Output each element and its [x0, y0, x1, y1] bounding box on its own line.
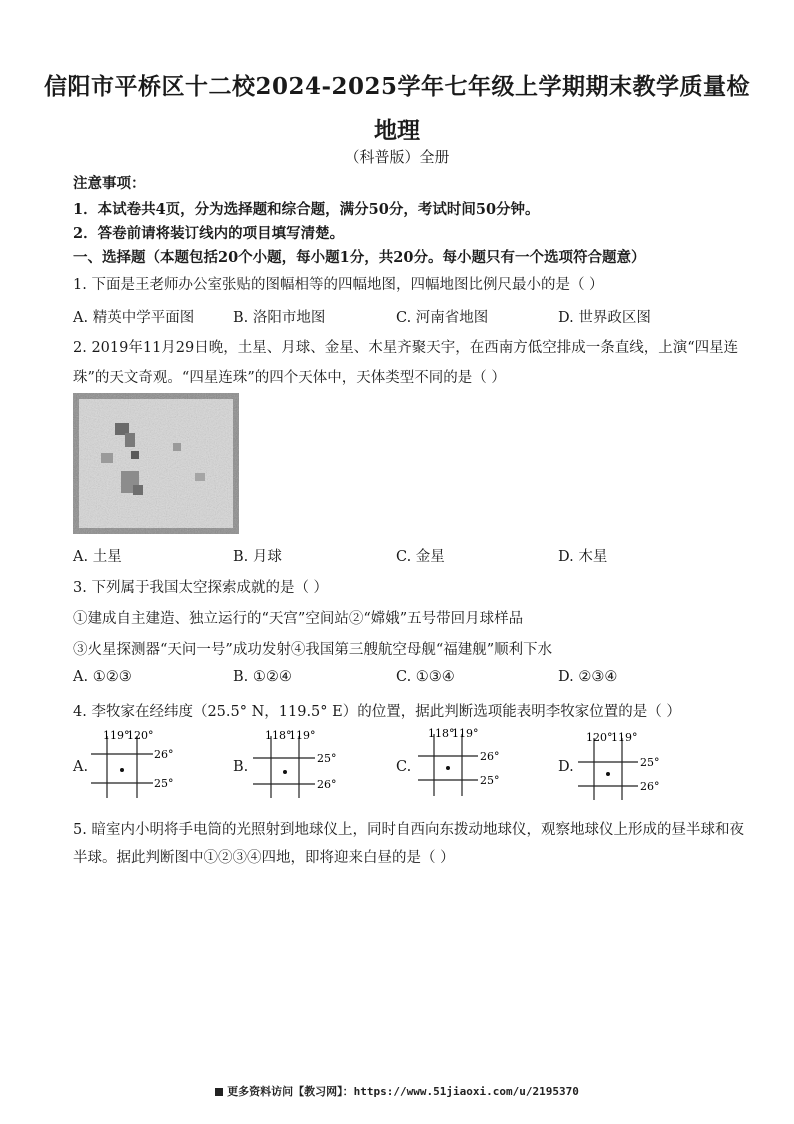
footer-link[interactable]: 更多资料访问【教习网】：https://www.51jiaoxi.com/u/2195370 — [227, 1085, 579, 1098]
lat-bottom-label: 25° — [154, 777, 174, 790]
option-b: B. 月球 — [233, 549, 282, 565]
lat-top-label: 25° — [640, 756, 660, 769]
grid-label: A. — [73, 759, 89, 775]
option-b: B. ①②④ — [233, 669, 292, 685]
lon-left-label: 119° — [103, 729, 130, 742]
edition-label: （科普版）全册 — [344, 148, 450, 166]
grid-option-c — [396, 728, 546, 798]
lat-top-label: 26° — [480, 750, 500, 763]
grid-label: D. — [558, 759, 574, 775]
subject-title: 地理 — [374, 117, 420, 144]
lon-left-label: 118° — [265, 729, 292, 742]
question-5-stem-line2: 半球。据此判断图中①②③④四地，即将迎来白昼的是（ ） — [73, 850, 455, 866]
lat-top-label: 25° — [317, 752, 337, 765]
option-d: D. 木星 — [558, 549, 608, 565]
question-3-stem: 3. 下列属于我国太空探索成就的是（ ） — [73, 580, 329, 596]
flag-icon — [215, 1088, 223, 1096]
lat-bottom-label: 26° — [640, 780, 660, 793]
grid-label: B. — [233, 759, 249, 775]
notes-item-2: 2．答卷前请将装订线内的项目填写清楚。 — [73, 225, 345, 242]
notes-heading: 注意事项： — [73, 175, 146, 192]
option-d: D. ②③④ — [558, 669, 618, 685]
option-a: A. 土星 — [73, 549, 122, 565]
option-c: C. 河南省地图 — [396, 310, 489, 326]
option-a: A. ①②③ — [73, 669, 132, 685]
lat-top-label: 26° — [154, 748, 174, 761]
question-2-stem-line1: 2. 2019年11月29日晚，土星、月球、金星、木星齐聚天宇，在西南方低空排成一条直线，上演“四星连 — [73, 340, 739, 356]
question-4-stem: 4. 李牧家在经纬度（25.5° N，119.5° E）的位置，据此判断选项能表明李牧家位置的是（ ） — [73, 704, 681, 720]
location-dot — [120, 768, 124, 772]
lat-bottom-label: 25° — [480, 774, 500, 787]
footer — [0, 1083, 794, 1099]
location-dot — [283, 770, 287, 774]
option-a: A. 精英中学平面图 — [73, 310, 195, 326]
question-2-photo — [73, 393, 239, 534]
question-1-stem: 1. 下面是王老师办公室张贴的图幅相等的四幅地图，四幅地图比例尺最小的是（ ） — [73, 277, 604, 293]
lon-left-label: 120° — [586, 731, 613, 744]
lon-right-label: 119° — [289, 729, 316, 742]
notes-item-1: 1．本试卷共4页，分为选择题和综合题，满分50分，考试时间50分钟。 — [73, 201, 540, 218]
question-5-stem-line1: 5. 暗室内小明将手电筒的光照射到地球仪上，同时自西向东拨动地球仪，观察地球仪上形成的昼半球和夜 — [73, 822, 744, 838]
option-c: C. ①③④ — [396, 669, 455, 685]
question-3-line2: ③火星探测器“天问一号”成功发射④我国第三艘航空母舰“福建舰”顺利下水 — [73, 642, 553, 658]
option-d: D. 世界政区图 — [558, 310, 651, 326]
grid-option-a — [73, 728, 223, 798]
location-dot — [606, 772, 610, 776]
grid-label: C. — [396, 759, 412, 775]
lat-bottom-label: 26° — [317, 778, 337, 791]
lon-right-label: 119° — [452, 728, 479, 740]
latlon-grid — [396, 728, 546, 800]
grid-option-d — [558, 728, 708, 798]
latlon-grid — [233, 728, 383, 800]
question-3-line1: ①建成自主建造、独立运行的“天宫”空间站②“嫦娥”五号带回月球样品 — [73, 611, 524, 627]
lon-right-label: 119° — [611, 731, 638, 744]
latlon-grid — [558, 728, 708, 800]
grid-option-b — [233, 728, 383, 798]
exam-title: 信阳市平桥区十二校2024-2025学年七年级上学期期末教学质量检 — [43, 73, 751, 100]
latlon-grid — [73, 728, 223, 800]
option-b: B. 洛阳市地图 — [233, 310, 326, 326]
option-c: C. 金星 — [396, 549, 445, 565]
lon-left-label: 118° — [428, 728, 455, 740]
section-heading: 一、选择题（本题包括20个小题，每小题1分，共20分。每小题只有一个选项符合题意） — [73, 249, 646, 266]
location-dot — [446, 766, 450, 770]
lon-right-label: 120° — [127, 729, 154, 742]
question-2-stem-line2: 珠”的天文奇观。“四星连珠”的四个天体中，天体类型不同的是（ ） — [73, 370, 506, 386]
